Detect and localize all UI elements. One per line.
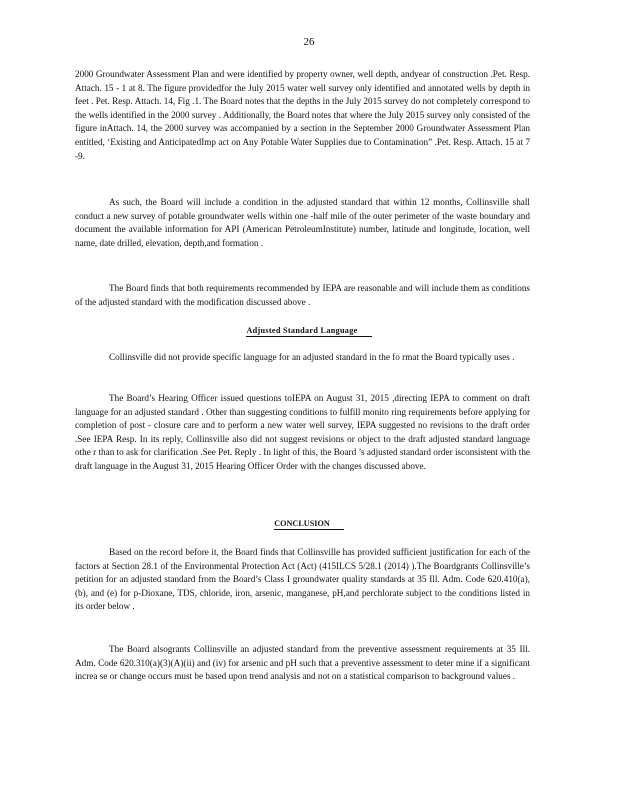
heading-text: CONCLUSION [274,519,344,530]
paragraph-board-findings: Based on the record before it, the Board finds that Collinsville has provided sufficient justification for each of the factors at Section 28.1 of the Environmental Protection Act (Act) (415ILCS 5/28.1 (2014) ).The Boardgrants Collinsville’s petition for an adjusted standard from the Board’s Class I groundwater quality standards at 35 Ill. Adm. Code 620.410(a), (b), and (e) for p-Dioxane, TDS, chloride, iron, arsenic, manganese, pH,and perchlorate subject to the conditions listed in its order below . [75,547,530,612]
paragraph-preventive-assessment: The Board alsogrants Collinsville an adjusted standard from the preventive assessment requirements at 35 Ill. Adm. Code 620.310(a)(3)(A)(ii) and (iv) for arsenic and pH such that a preventive assessment to deter mine if a significant increa se or change occurs must be based upon trend analysis and not on a statistical comparison to background values . [75,644,530,682]
section-heading-adjusted-standard-language [0,326,618,337]
page-number: 26 [303,36,315,48]
section-heading-conclusion [0,519,618,530]
paragraph-hearing-officer: The Board’s Hearing Officer issued questions toIEPA on August 31, 2015 ,directing IEPA to comment on draft language for an adjusted standard . Other than suggesting conditions to fulfill monito ring requirements before applying for completion of post - closure care and to perform a new water well survey, IEPA suggested no revisions to the draft order .See IEPA Resp. In its reply, Collinsville also did not suggest revisions or object to the draft adjusted standard language othe r than to ask for clarification .See Pet. Reply . In light of this, the Board ’s adjusted standard order isconsistent with the draft language in the August 31, 2015 Hearing Officer Order with the changes discussed above. [75,393,530,471]
paragraph-specific-language: Collinsville did not provide specific language for an adjusted standard in the fo rmat the Board typically uses . [109,352,515,362]
paragraph-new-survey-condition: As such, the Board will include a condition in the adjusted standard that within 12 months, Collinsville shall conduct a new survey of potable groundwater wells within one -half mile of the outer perimeter of the waste boundary and document the available information for API (American PetroleumInstitute) number, latitude and longitude, location, well name, date drilled, elevation, depth,and formation . [75,197,530,248]
paragraph-iepa-requirements: The Board finds that both requirements recommended by IEPA are reasonable and will include them as conditions of the adjusted standard with the modification discussed above . [75,283,530,307]
heading-text: Adjusted Standard Language [246,326,371,337]
paragraph-well-survey-comparison: 2000 Groundwater Assessment Plan and were identified by property owner, well depth, andyear of construction .Pet. Resp. Attach. 15 - 1 at 8. The figure providedfor the July 2015 water well survey only identified and annotated wells by depth in feet . Pet. Resp. Attach. 14, Fig .1. The Board notes that the depths in the July 2015 survey do not completely correspond to the wells identified in the 2000 survey . Additionally, the Board notes that where the July 2015 survey only consisted of the figure inAttach. 14, the 2000 survey was accompanied by a section in the September 2000 Groundwater Assessment Plan entitled, ‘Existing and AnticipatedImp act on Any Potable Water Supplies due to Contamination” .Pet. Resp. Attach. 15 at 7 -9. [75,69,530,161]
